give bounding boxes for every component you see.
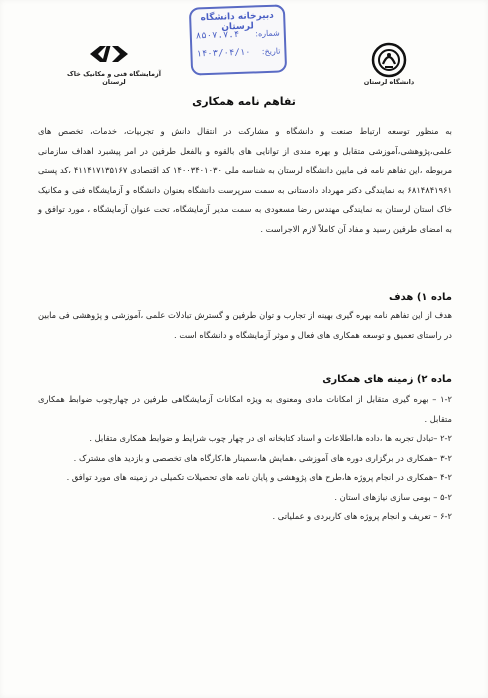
section2-items xyxy=(38,390,452,527)
university-logo-caption: دانشگاه لرستان xyxy=(363,78,415,86)
document-title: تفاهم نامه همکاری xyxy=(192,95,296,108)
section2-item: ۶-۲ – تعریف و انجام پروژه های کاربردی و عملیاتی . xyxy=(272,511,452,521)
university-logo-icon xyxy=(371,42,407,78)
section2-item: ۳-۲ –همکاری در برگزاری دوره های آموزشی ،همایش ها،سمینار ها،کارگاه های تخصصی و بازدید های مشترک . xyxy=(73,452,452,463)
lab-logo-caption: آزمایشگاه فنی و مکانیک خاک لرستان xyxy=(67,70,161,86)
section1-heading: ماده ۱) هدف xyxy=(389,292,452,303)
intro-paragraph: به منظور توسعه ارتباط صنعت و دانشگاه و مشارکت در انتقال دانش و تجربیات، خدمات، تخصص های علمی،پژوهشی،آموزشی متقابل و بهره مندی از توانایی های بالقوه و بالفعل طرفین در امر پیشبرد اهداف سازمانی مربوطه ،این تفاهم نامه فی مابین دانشگاه لرستان به شناسه ملی ۱۴۰۰۳۴۰۱۰۳۰ کد اقتصادی ۴۱۱۴۱۷۱۳۵۱۶۷ ،کد پستی ۶۸۱۴۸۴۱۹۶۱ به نمایندگی دکتر مهرداد دادستانی به سمت سرپرست دانشگاه بعنوان دانشگاه و آزمایشگاه فنی و مکانیک خاک استان لرستان به نمایندگی مهندس رضا مسعودی به سمت مدیر آزمایشگاه، تحت عنوان آزمایشگاه ، مورد توافق و به امضای طرفین رسید و مفاد آن کاملاً لازم الاجراست . xyxy=(38,126,453,234)
section2-heading: ماده ۲) زمینه های همکاری xyxy=(322,374,452,385)
stamp-number-value: ۸۵۰۷.۷.۴ xyxy=(195,29,240,42)
section2-item: ۵-۲ – بومی سازی نیازهای استان . xyxy=(334,491,452,502)
secretariat-stamp xyxy=(189,4,287,75)
section2-item: ۲-۲ –تبادل تجربه ها ،داده ها،اطلاعات و اسناد کتابخانه ای در چهار چوب شرایط و ضوابط همکاری متقابل . xyxy=(89,433,452,443)
stamp-title: دبیرخانه دانشگاه لرستان xyxy=(200,10,274,33)
section2-item: ۴-۲ –همکاری در انجام پروژه ها،طرح های پژوهشی و پایان نامه های تحصیلات تکمیلی در زمینه های مورد توافق . xyxy=(66,472,452,482)
section1-text: هدف از این تفاهم نامه بهره گیری بهینه از تجارب و توان طرفین و گسترش تبادلات علمی ،آموزشی و پژوهشی فی مابین در راستای تعمیق و توسعه همکاری های فعال و موثر آزمایشگاه و دانشگاه است . xyxy=(38,310,452,340)
stamp-number-line xyxy=(196,29,280,42)
stamp-number-label: شماره: xyxy=(255,28,280,39)
stamp-date-value: ۱۴۰۳/۰۴/۱۰ xyxy=(196,47,251,60)
lab-logo-icon xyxy=(86,44,132,64)
stamp-date-line xyxy=(196,47,280,60)
stamp-date-label: تاریخ: xyxy=(261,46,281,57)
section2-item: ۱-۲ – بهره گیری متقابل از امکانات مادی ومعنوی به ویژه امکانات آزمایشگاهی طرفین در چهارچوب ضوابط همکاری متقابل . xyxy=(38,394,452,424)
